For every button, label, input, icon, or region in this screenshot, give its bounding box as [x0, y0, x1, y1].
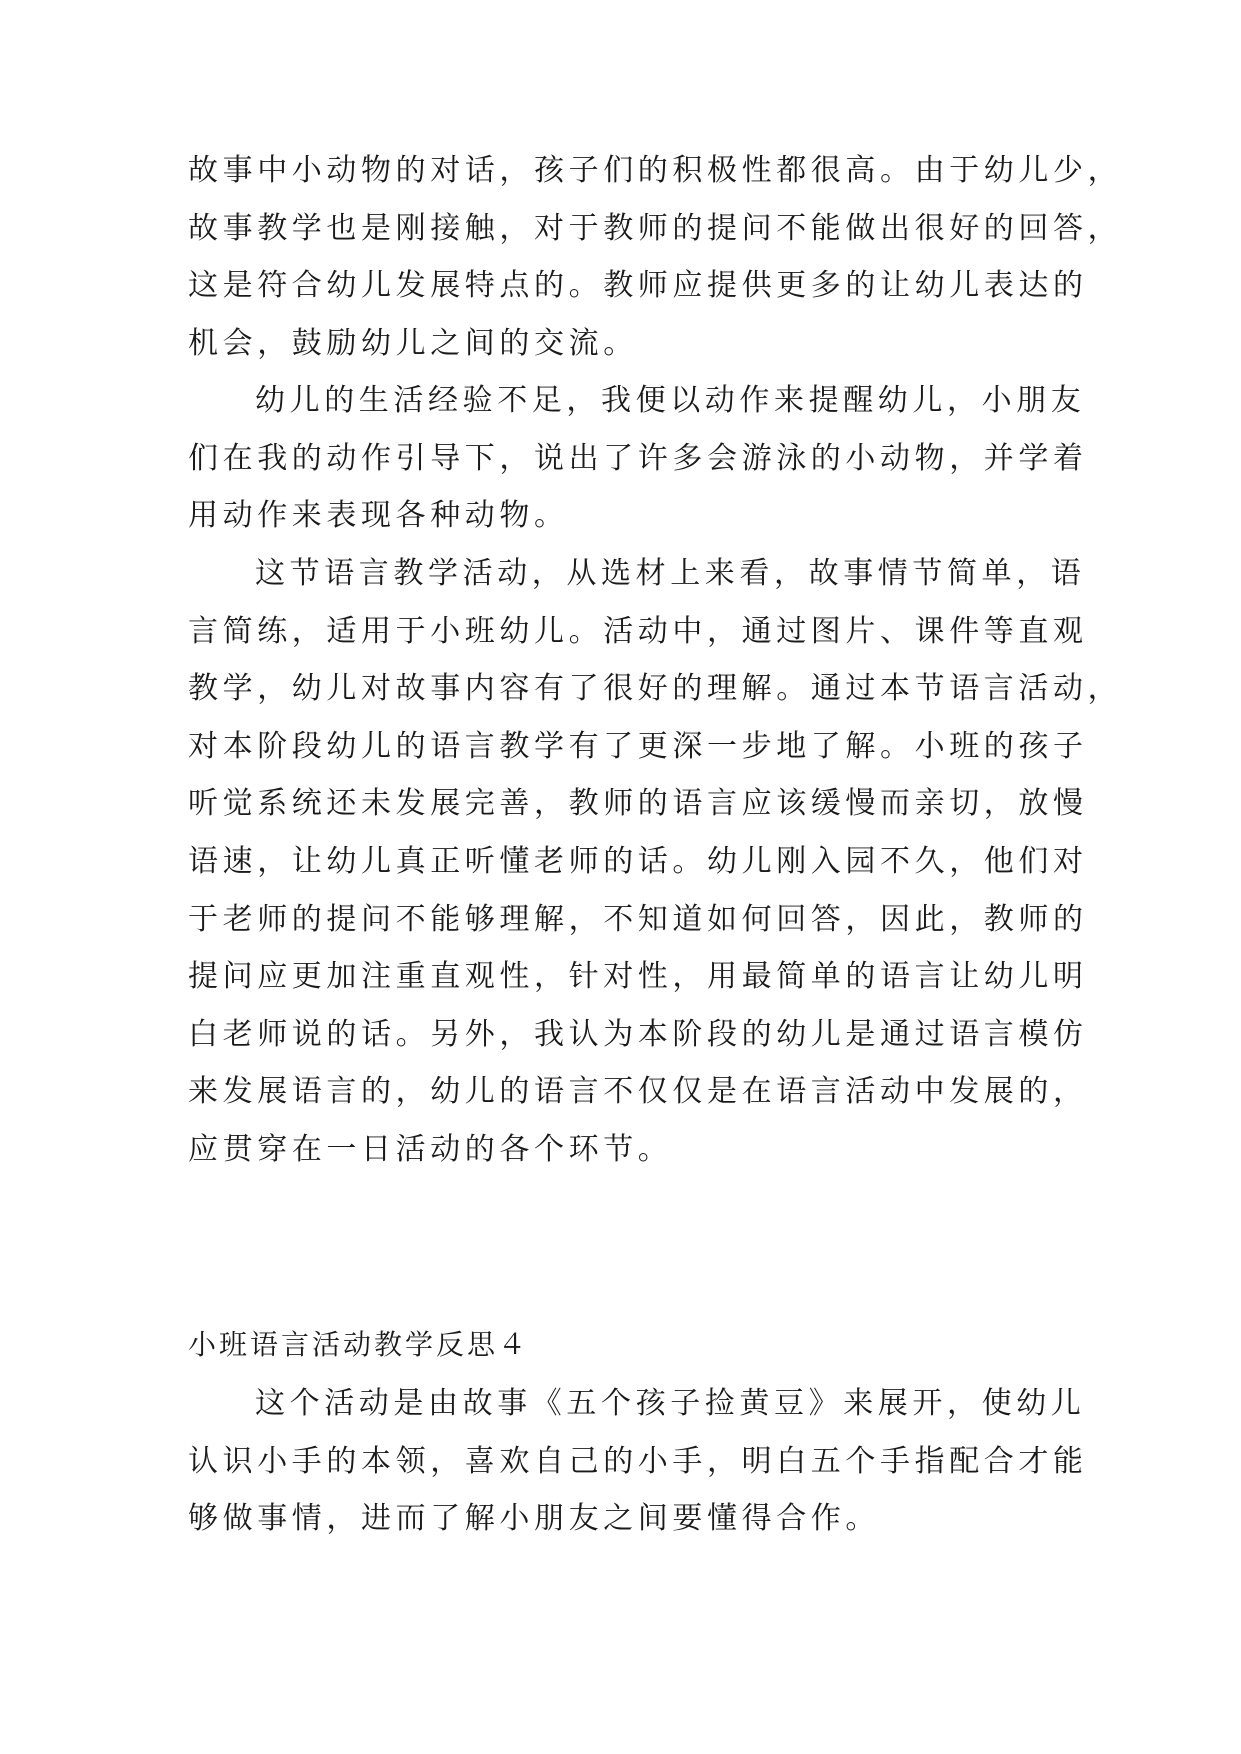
paragraph-line: 应贯穿在一日活动的各个环节。: [188, 1131, 673, 1167]
paragraph-line: 听觉系统还未发展完善，教师的语言应该缓慢而亲切，放慢: [188, 786, 1088, 822]
paragraph-4: [188, 1375, 1088, 1548]
paragraph-line: 用动作来表现各种动物。: [188, 498, 569, 534]
paragraph-line: 语速，让幼儿真正听懂老师的话。幼儿刚入园不久，他们对: [188, 843, 1088, 879]
paragraph-line: 这个活动是由故事《五个孩子捡黄豆》来展开，使幼儿: [255, 1386, 1086, 1421]
paragraph-line: 这节语言教学活动，从选材上来看，故事情节简单，语: [255, 556, 1086, 591]
paragraph-line: 故事教学也是刚接触，对于教师的提问不能做出很好的回答，: [188, 210, 1123, 246]
paragraph-line: 幼儿的生活经验不足，我便以动作来提醒幼儿，小朋友: [255, 383, 1086, 418]
paragraph-line: 们在我的动作引导下，说出了许多会游泳的小动物，并学着: [188, 440, 1088, 476]
paragraph-2: [188, 372, 1088, 545]
paragraph-line: 于老师的提问不能够理解，不知道如何回答，因此，教师的: [188, 901, 1088, 937]
paragraph-line: 认识小手的本领，喜欢自己的小手，明白五个手指配合才能: [188, 1443, 1088, 1479]
paragraph-line: 故事中小动物的对话，孩子们的积极性都很高。由于幼儿少，: [188, 153, 1123, 188]
paragraph-1: [188, 142, 1123, 372]
paragraph-line: 对本阶段幼儿的语言教学有了更深一步地了解。小班的孩子: [188, 728, 1088, 764]
paragraph-line: 来发展语言的，幼儿的语言不仅仅是在语言活动中发展的，: [188, 1074, 1088, 1110]
paragraph-line: 言简练，适用于小班幼儿。活动中，通过图片、课件等直观: [188, 613, 1088, 649]
paragraph-line: [188, 1179, 1088, 1237]
paragraph-line: 白老师说的话。另外，我认为本阶段的幼儿是通过语言模仿: [188, 1016, 1088, 1052]
paragraph-line: 够做事情，进而了解小朋友之间要懂得合作。: [188, 1501, 880, 1537]
section-heading-block: [188, 1317, 1088, 1373]
section-heading: 小班语言活动教学反思４: [188, 1328, 530, 1361]
paragraph-line: 机会，鼓励幼儿之间的交流。: [188, 325, 638, 361]
paragraph-line: 提问应更加注重直观性，针对性，用最简单的语言让幼儿明: [188, 959, 1088, 995]
paragraph-line: 教学，幼儿对故事内容有了很好的理解。通过本节语言活动，: [188, 671, 1123, 707]
paragraph-line: 这是符合幼儿发展特点的。教师应提供更多的让幼儿表达的: [188, 268, 1088, 304]
paragraph-3: [188, 545, 1123, 1236]
